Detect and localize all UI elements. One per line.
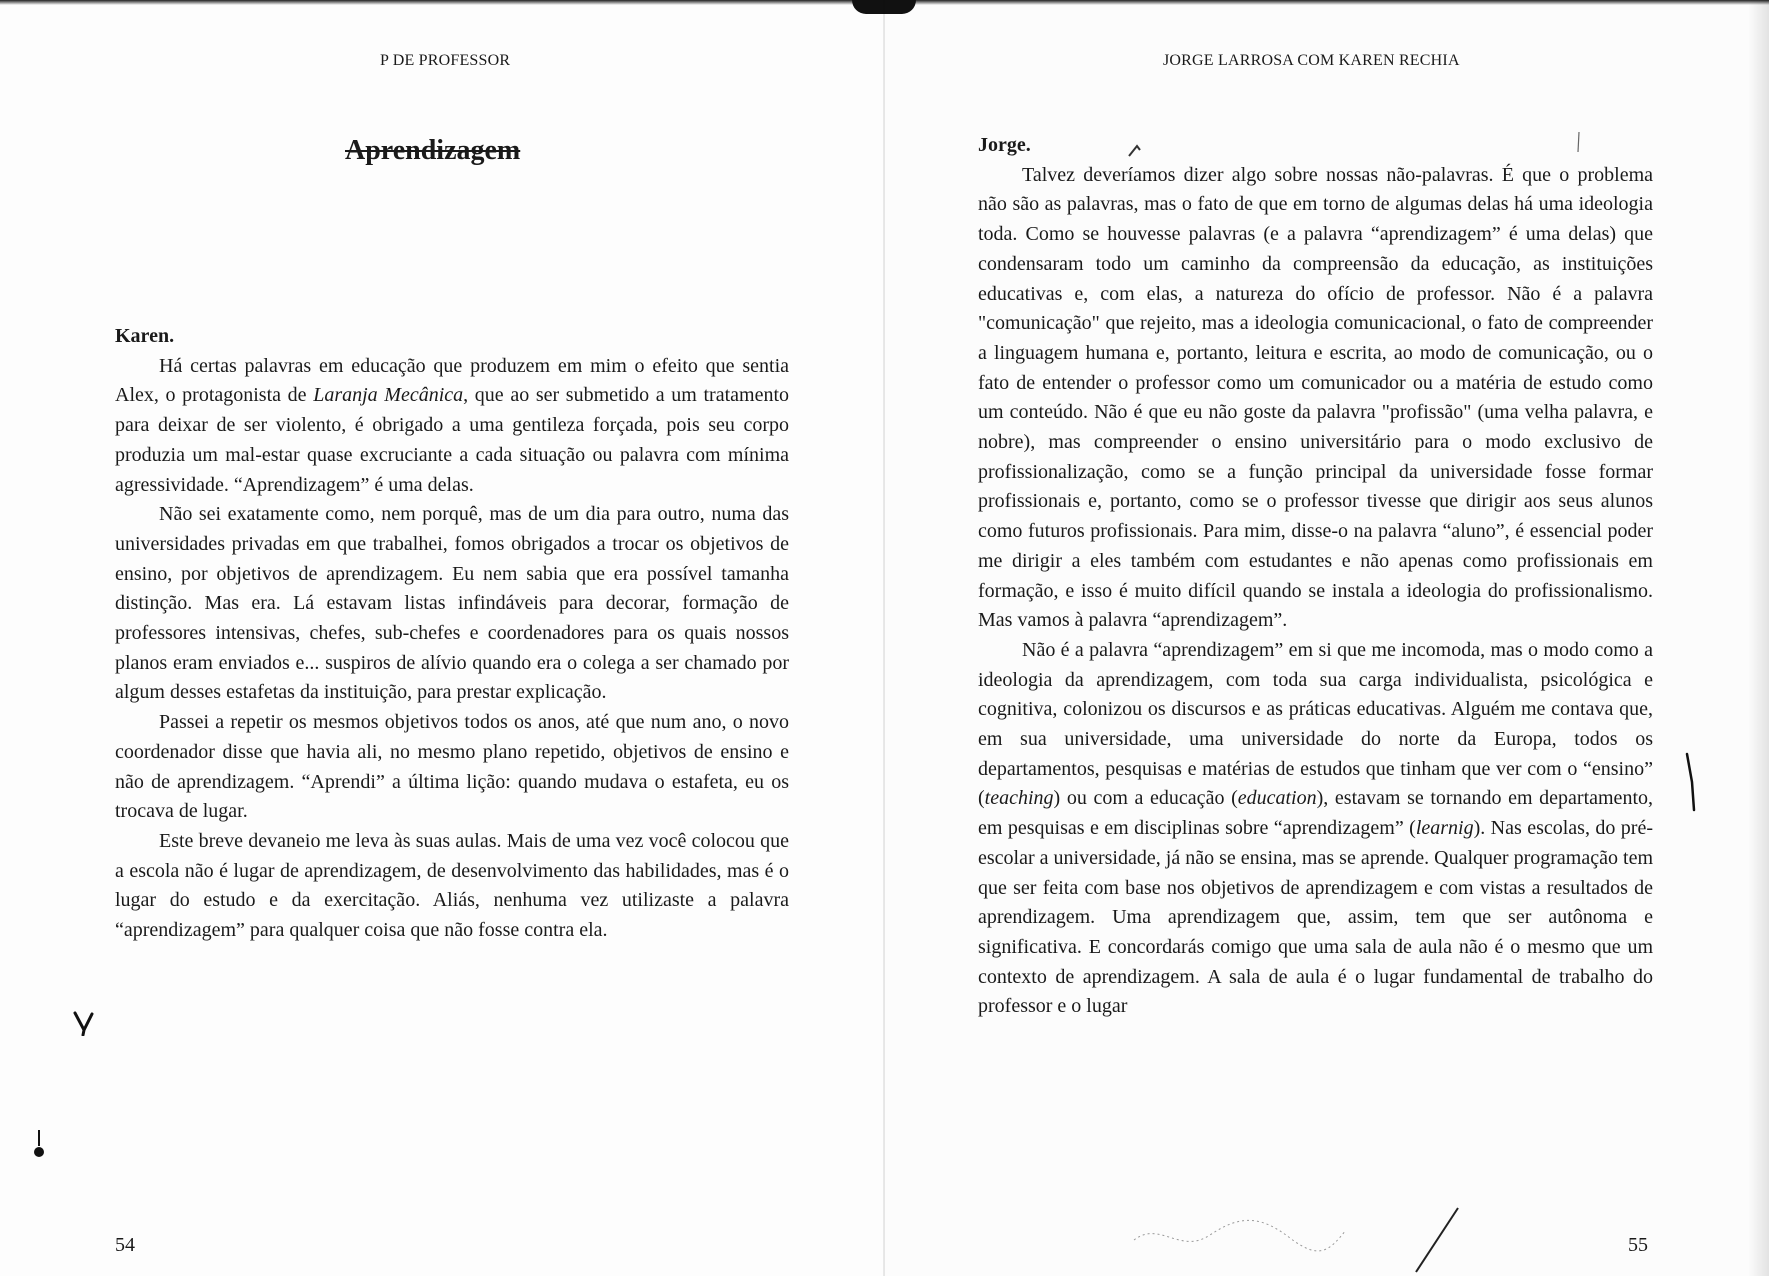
paragraph-text: , que ao ser submetido a um tratamento para deixar de ser violento, é obrigado a uma gentileza forçada, pois seu corpo produzia um mal-estar quase excruciante a cada situação ou palavra com mínima agressividade. “Aprendizagem” é uma delas. [115, 384, 790, 496]
book-title: Laranja Mecânica [313, 384, 464, 407]
left-paragraph-2: Não sei exatamente como, nem porquê, mas de um dia para outro, numa das universidades privadas em que trabalhei, fomos obrigados a trocar os objetivos de ensino, por objetivos de aprendizagem. Eu nem sabia que era possível tamanha distinção. Mas era. Lá estavam listas infindáveis para decorar, formação de professores intensivas, chefes, sub-chefes e coordenadores para os quais nossos planos eram enviados e... suspiros de alívio quando era o colega a ser chamado por algum desses estafetas da instituição, para prestar explicação. [115, 503, 789, 704]
italic-term: education [1237, 787, 1317, 810]
left-text-block [115, 322, 789, 946]
right-paragraph-2 [978, 636, 1653, 1022]
paragraph-text: ). Nas escolas, do pré-escolar a universidade, já não se ensina, mas se aprende. Qualquer programação tem que ser feita com base nos objetivos de aprendizagem e com vistas a resultados de aprendizagem. Uma aprendizagem que, assim, tem que ser autônoma e significativa. E concordarás comigo que uma sala de aula não é o mesmo que um contexto de aprendizagem. A sala de aula é o lugar fundamental de trabalho do professor e o lugar [978, 817, 1654, 1018]
paragraph-text: Não é a palavra “aprendizagem” em si que me incomoda, mas o modo como a ideologia da aprendizagem, com toda sua carga individualista, psicológica e cognitiva, colonizou os discursos e as práticas educativas. Alguém me contava que, em sua universidade, uma universidade do norte da Europa, todos os departamentos, pesquisas e matérias de estudos que tinham que ver com o “ensino” ( [978, 638, 1653, 810]
left-running-head: P DE PROFESSOR [380, 52, 511, 69]
chapter-title: Aprendizagem [345, 135, 521, 166]
speaker-jorge: Jorge. [978, 134, 1031, 156]
paragraph-text: ) ou com a educação ( [1053, 787, 1238, 810]
speaker-karen: Karen. [115, 325, 175, 347]
margin-pen-mark-icon [32, 1128, 46, 1160]
italic-term: learnig [1415, 817, 1474, 840]
margin-pen-mark-icon [1572, 130, 1586, 154]
right-paragraph-1: Talvez deveríamos dizer algo sobre nossas não-palavras. É que o problema não são as palavras, mas o fato de que em torno de algumas delas há uma ideologia toda. Como se houvesse palavras (e a palavra “aprendizagem” é uma delas) que condensaram todo um caminho da compreensão da educação, as instituições educativas e, com elas, a natureza do ofício de professor. Não é a palavra "comunicação" que rejeito, mas a ideologia comunicacional, o fato de compreender a linguagem humana e, portanto, leitura e escrita, ao modo de comunicação, ou o fato de entender o professor como um comunicador ou a matéria de estudo como um conteúdo. Não é que eu não goste da palavra "profissão" (uma velha palavra, e nobre), mas compreender o ensino universitário para o modo exclusivo de profissionalização, como se a função principal da universidade fosse formar profissionais e, portanto, como se o professor tivesse que dirigir aos seus alunos como futuros profissionais. Para mim, disse-o na palavra “aluno”, é essencial poder me dirigir a eles também com estudantes e não apenas como profissionais em formação, e isso é muito difícil quando se instala a ideologia do profissionalismo. Mas vamos à palavra “aprendizagem”. [978, 163, 1653, 632]
left-paragraph-3: Passei a repetir os mesmos objetivos todos os anos, até que num ano, o novo coordenador disse que havia ali, no mesmo plano repetido, objetivos de ensino e não de aprendizagem. “Aprendi” a última lição: quando mudava o estafeta, eu os trocava de lugar. [115, 711, 789, 823]
margin-pen-mark-icon [72, 1010, 96, 1036]
left-paragraph-1 [115, 352, 789, 501]
right-page-number: 55 [1628, 1234, 1648, 1256]
book-spine [883, 0, 885, 1276]
right-text-block [978, 131, 1653, 1022]
paragraph-text: Há certas palavras em educação que produzem em mim o efeito que sentia Alex, o protagonista de [115, 354, 789, 407]
italic-term: teaching [984, 787, 1054, 810]
right-edge-shadow [1748, 0, 1769, 1276]
left-paragraph-4: Este breve devaneio me leva às suas aulas. Mais de uma vez você colocou que a escola não é lugar de aprendizagem, de desenvolvimento das habilidades, mas é o lugar do estudo e da exercitação. Aliás, nenhuma vez utilizaste a palavra “aprendizagem” para qualquer coisa que não fosse contra ela. [115, 829, 789, 942]
margin-scribble-icon [1130, 1210, 1350, 1260]
margin-slash-icon [1412, 1206, 1462, 1276]
paragraph-text: ), estavam se tornando em departamento, em pesquisas e em disciplinas sobre “aprendizagem” ( [978, 787, 1653, 840]
margin-bracket-icon [1684, 752, 1698, 812]
margin-pen-mark-icon [1125, 140, 1145, 160]
left-page-number: 54 [115, 1234, 135, 1256]
right-running-head: JORGE LARROSA COM KAREN RECHIA [1163, 52, 1460, 69]
